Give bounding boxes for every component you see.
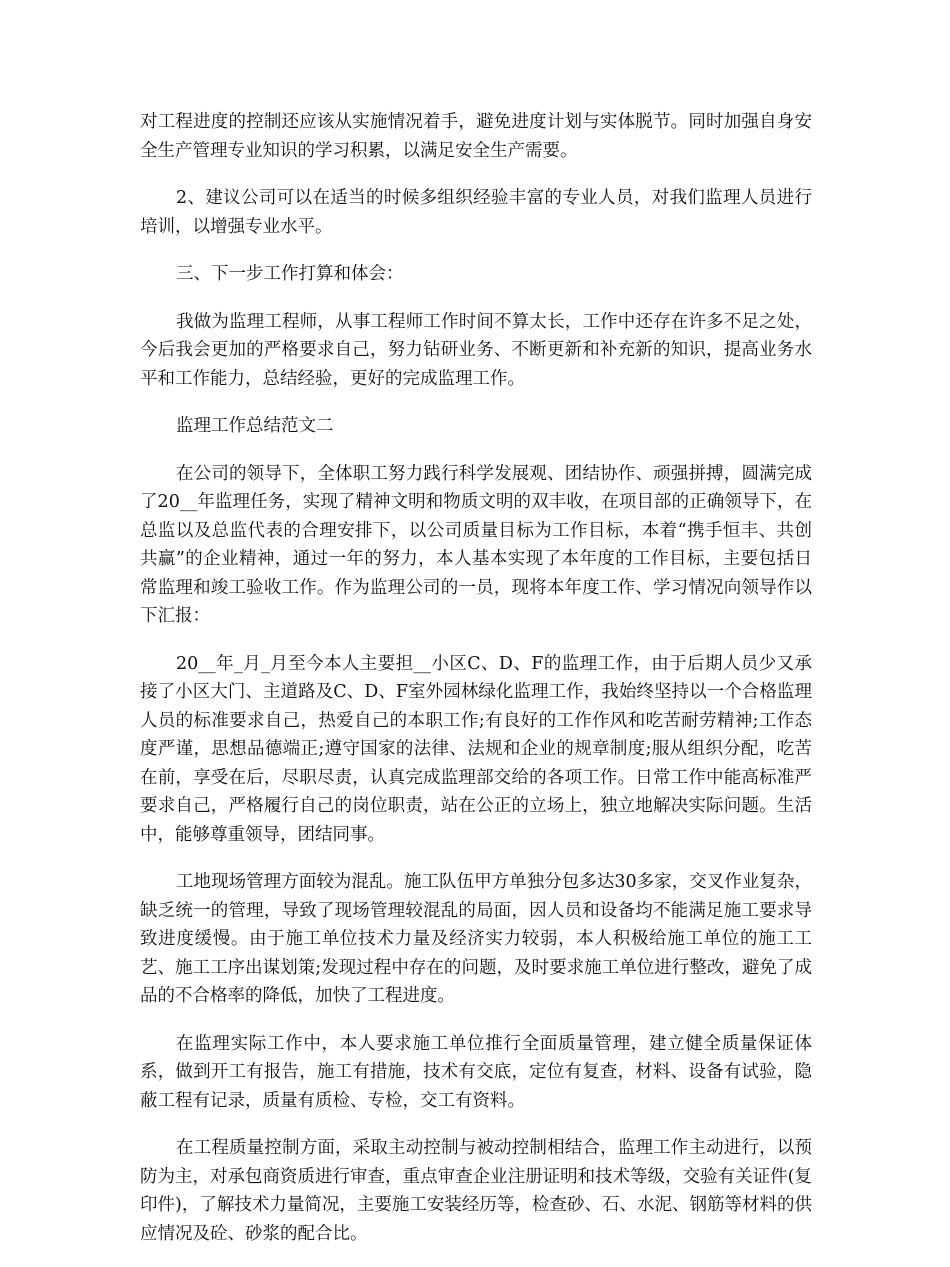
paragraph: 工地现场管理方面较为混乱。施工队伍甲方单独分包多达30多家，交叉作业复杂，缺乏统一的管理，导致了现场管理较混乱的局面，因人员和设备均不能满足施工要求导致进度缓慢。由于施工单位技术力量及经济实力较弱，本人积极给施工单位的施工工艺、施工工序出谋划策;发现过程中存在的问题，及时要求施工单位进行整改，避免了成品的不合格率的降低，加快了工程进度。 <box>140 872 812 1006</box>
paragraph: 我做为监理工程师，从事工程师工作时间不算太长，工作中还存在许多不足之处，今后我会更加的严格要求自己，努力钻研业务、不断更新和补充新的知识，提高业务水平和工作能力，总结经验，更好的完成监理工作。 <box>140 311 812 389</box>
document-body <box>140 108 812 1267</box>
paragraph: 在公司的领导下，全体职工努力践行科学发展观、团结协作、顽强拼搏，圆满完成了20__年监理任务，实现了精神文明和物质文明的双丰收，在项目部的正确领导下，在总监以及总监代表的合理安排下，以公司质量目标为工作目标，本着“携手恒丰、共创共赢”的企业精神，通过一年的努力，本人基本实现了本年度的工作目标，主要包括日常监理和竣工验收工作。作为监理公司的一员，现将本年度工作、学习情况向领导作以下汇报： <box>140 463 812 626</box>
section-heading: 三、下一步工作打算和体会： <box>176 264 404 284</box>
paragraph: 在监理实际工作中，本人要求施工单位推行全面质量管理，建立健全质量保证体系，做到开工有报告，施工有措施，技术有交底，定位有复查，材料、设备有试验，隐蔽工程有记录，质量有质检、专检，交工有资料。 <box>140 1033 812 1111</box>
paragraph: 对工程进度的控制还应该从实施情况着手，避免进度计划与实体脱节。同时加强自身安全生产管理专业知识的学习积累，以满足安全生产需要。 <box>140 112 812 161</box>
paragraph: 2、建议公司可以在适当的时候多组织经验丰富的专业人员，对我们监理人员进行培训，以增强专业水平。 <box>140 188 812 237</box>
paragraph: 在工程质量控制方面，采取主动控制与被动控制相结合，监理工作主动进行，以预防为主，对承包商资质进行审查，重点审查企业注册证明和技术等级，交验有关证件(复印件)，了解技术力量简况，主要施工安装经历等，检查砂、石、水泥、钢筋等材料的供应情况及砼、砂浆的配合比。 <box>140 1138 812 1244</box>
paragraph: 20__年_月_月至今本人主要担__小区C、D、F的监理工作，由于后期人员少又承接了小区大门、主道路及C、D、F室外园林绿化监理工作，我始终坚持以一个合格监理人员的标准要求自己，热爱自己的本职工作;有良好的工作作风和吃苦耐劳精神;工作态度严谨，思想品德端正;遵守国家的法律、法规和企业的规章制度;服从组织分配，吃苦在前，享受在后，尽职尽责，认真完成监理部交给的各项工作。日常工作中能高标准严要求自己，严格履行自己的岗位职责，站在公正的立场上，独立地解决实际问题。生活中，能够尊重领导，团结同事。 <box>140 653 812 845</box>
document-subtitle: 监理工作总结范文二 <box>176 416 334 436</box>
